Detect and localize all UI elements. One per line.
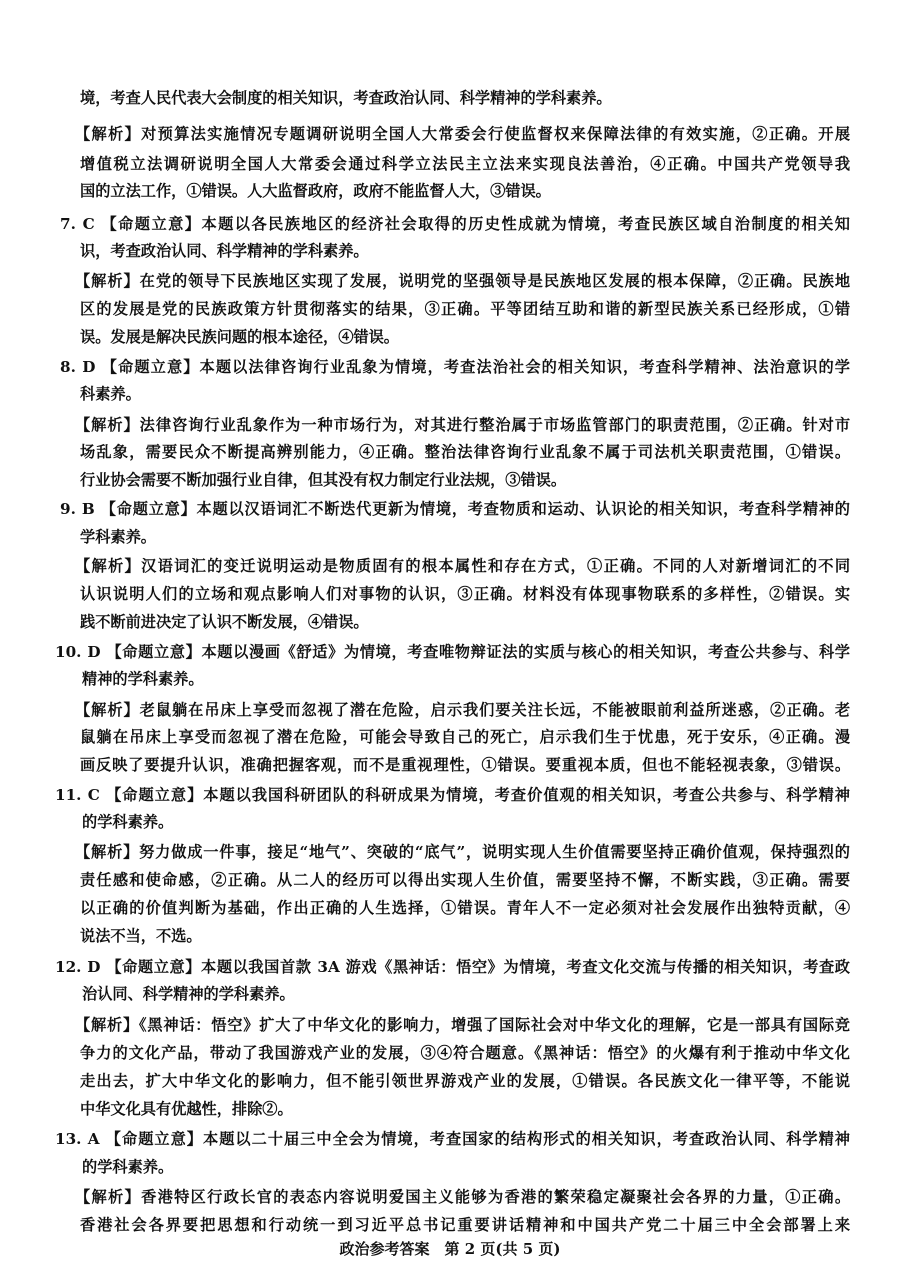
text-line: 【解析】《黑神话：悟空》扩大了中华文化的影响力，增强了国际社会对中华文化的理解，它是一部具有国际竞 xyxy=(75,1016,850,1034)
text-line: 10. D 【命题立意】本题以漫画《舒适》为情境，考查唯物辩证法的实质与核心的相关知识，考查公共参与、科学 xyxy=(55,643,850,661)
text-line: 认识说明人们的立场和观点影响人们对事物的认识，③正确。材料没有体现事物联系的多样性，②错误。实 xyxy=(80,585,850,603)
text-line: 的学科素养。 xyxy=(82,1158,174,1176)
text-line: 识，考查政治认同、科学精神的学科素养。 xyxy=(80,242,369,260)
text-line: 境，考查人民代表大会制度的相关知识，考查政治认同、科学精神的学科素养。 xyxy=(80,89,612,107)
text-line: 香港社会各界要把思想和行动统一到习近平总书记重要讲话精神和中国共产党二十届三中全会部署上来 xyxy=(80,1216,850,1234)
text-line: 7. C 【命题立意】本题以各民族地区的经济社会取得的历史性成就为情境，考查民族区域自治制度的相关知 xyxy=(60,215,850,233)
text-line: 增值税立法调研说明全国人大常委会通过科学立法民主立法来实现良法善治，④正确。中国共产党领导我 xyxy=(80,155,850,173)
text-line: 【解析】老鼠躺在吊床上享受而忽视了潜在危险，启示我们要关注长远，不能被眼前利益所迷惑，②正确。老 xyxy=(75,701,850,719)
text-line: 学科素养。 xyxy=(80,528,156,546)
text-line: 【解析】香港特区行政长官的表态内容说明爱国主义能够为香港的繁荣稳定凝聚社会各界的力量，①正确。 xyxy=(75,1188,850,1206)
text-line: 【解析】对预算法实施情况专题调研说明全国人大常委会行使监督权来保障法律的有效实施，②正确。开展 xyxy=(75,125,850,143)
text-line: 说法不当，不选。 xyxy=(80,927,202,945)
text-line: 误。发展是解决民族问题的根本途径，④错误。 xyxy=(80,328,399,346)
text-line: 科素养。 xyxy=(80,385,141,403)
text-line: 【解析】法律咨询行业乱象作为一种市场行为，对其进行整治属于市场监管部门的职责范围，②正确。针对市 xyxy=(75,416,850,434)
text-line: 场乱象，需要民众不断提高辨别能力，④正确。整治法律咨询行业乱象不属于司法机关职责范围，①错误。 xyxy=(80,443,850,461)
text-line: 的学科素养。 xyxy=(82,813,174,831)
text-line: 12. D 【命题立意】本题以我国首款 3A 游戏《黑神话：悟空》为情境，考查文化交流与传播的相关知识，考查政 xyxy=(55,958,850,976)
text-line: 行业协会需要不断加强行业自律，但其没有权力制定行业法规，③错误。 xyxy=(80,471,566,489)
text-line: 中华文化具有优越性，排除②。 xyxy=(80,1100,293,1118)
text-line: 国的立法工作，①错误。人大监督政府，政府不能监督人大，③错误。 xyxy=(80,182,551,200)
text-line: 鼠躺在吊床上享受而忽视了潜在危险，可能会导致自己的死亡，启示我们生于忧患，死于安乐，④正确。漫 xyxy=(80,728,850,746)
text-line: 【解析】努力做成一件事，接足“地气”、突破的“底气”，说明实现人生价值需要坚持正确价值观，保持强烈的 xyxy=(75,843,850,861)
text-line: 11. C 【命题立意】本题以我国科研团队的科研成果为情境，考查价值观的相关知识，考查公共参与、科学精神 xyxy=(55,786,850,804)
text-line: 责任感和使命感，②正确。从二人的经历可以得出实现人生价值，需要坚持不懈，不断实践，③正确。需要 xyxy=(80,871,850,889)
text-line: 区的发展是党的民族政策方针贯彻落实的结果，③正确。平等团结互助和谐的新型民族关系已经形成，①错 xyxy=(80,300,850,318)
text-line: 【解析】汉语词汇的变迁说明运动是物质固有的根本属性和存在方式，①正确。不同的人对新增词汇的不同 xyxy=(75,557,850,575)
text-line: 践不断前进决定了认识不断发展，④错误。 xyxy=(80,613,369,631)
text-line: 8. D 【命题立意】本题以法律咨询行业乱象为情境，考查法治社会的相关知识，考查科学精神、法治意识的学 xyxy=(60,358,850,376)
text-line: 争力的文化产品，带动了我国游戏产业的发展，③④符合题意。《黑神话：悟空》的火爆有利于推动中华文化 xyxy=(80,1044,850,1062)
text-line: 治认同、科学精神的学科素养。 xyxy=(82,985,295,1003)
text-line: 精神的学科素养。 xyxy=(82,670,204,688)
text-line: 画反映了要提升认识，准确把握客观，而不是重视理性，①错误。要重视本质，但也不能轻视表象，③错误。 xyxy=(80,756,850,774)
page-footer: 政治参考答案 第 2 页(共 5 页) xyxy=(339,1240,561,1258)
text-line: 13. A 【命题立意】本题以二十届三中全会为情境，考查国家的结构形式的相关知识，考查政治认同、科学精神 xyxy=(55,1130,850,1148)
text-line: 【解析】在党的领导下民族地区实现了发展，说明党的坚强领导是民族地区发展的根本保障，②正确。民族地 xyxy=(75,272,850,290)
text-line: 走出去，扩大中华文化的影响力，但不能引领世界游戏产业的发展，①错误。各民族文化一律平等，不能说 xyxy=(80,1072,850,1090)
text-line: 以正确的价值判断为基础，作出正确的人生选择，①错误。青年人不一定必须对社会发展作出独特贡献，④ xyxy=(80,899,850,917)
text-line: 9. B 【命题立意】本题以汉语词汇不断迭代更新为情境，考查物质和运动、认识论的相关知识，考查科学精神的 xyxy=(60,500,850,518)
